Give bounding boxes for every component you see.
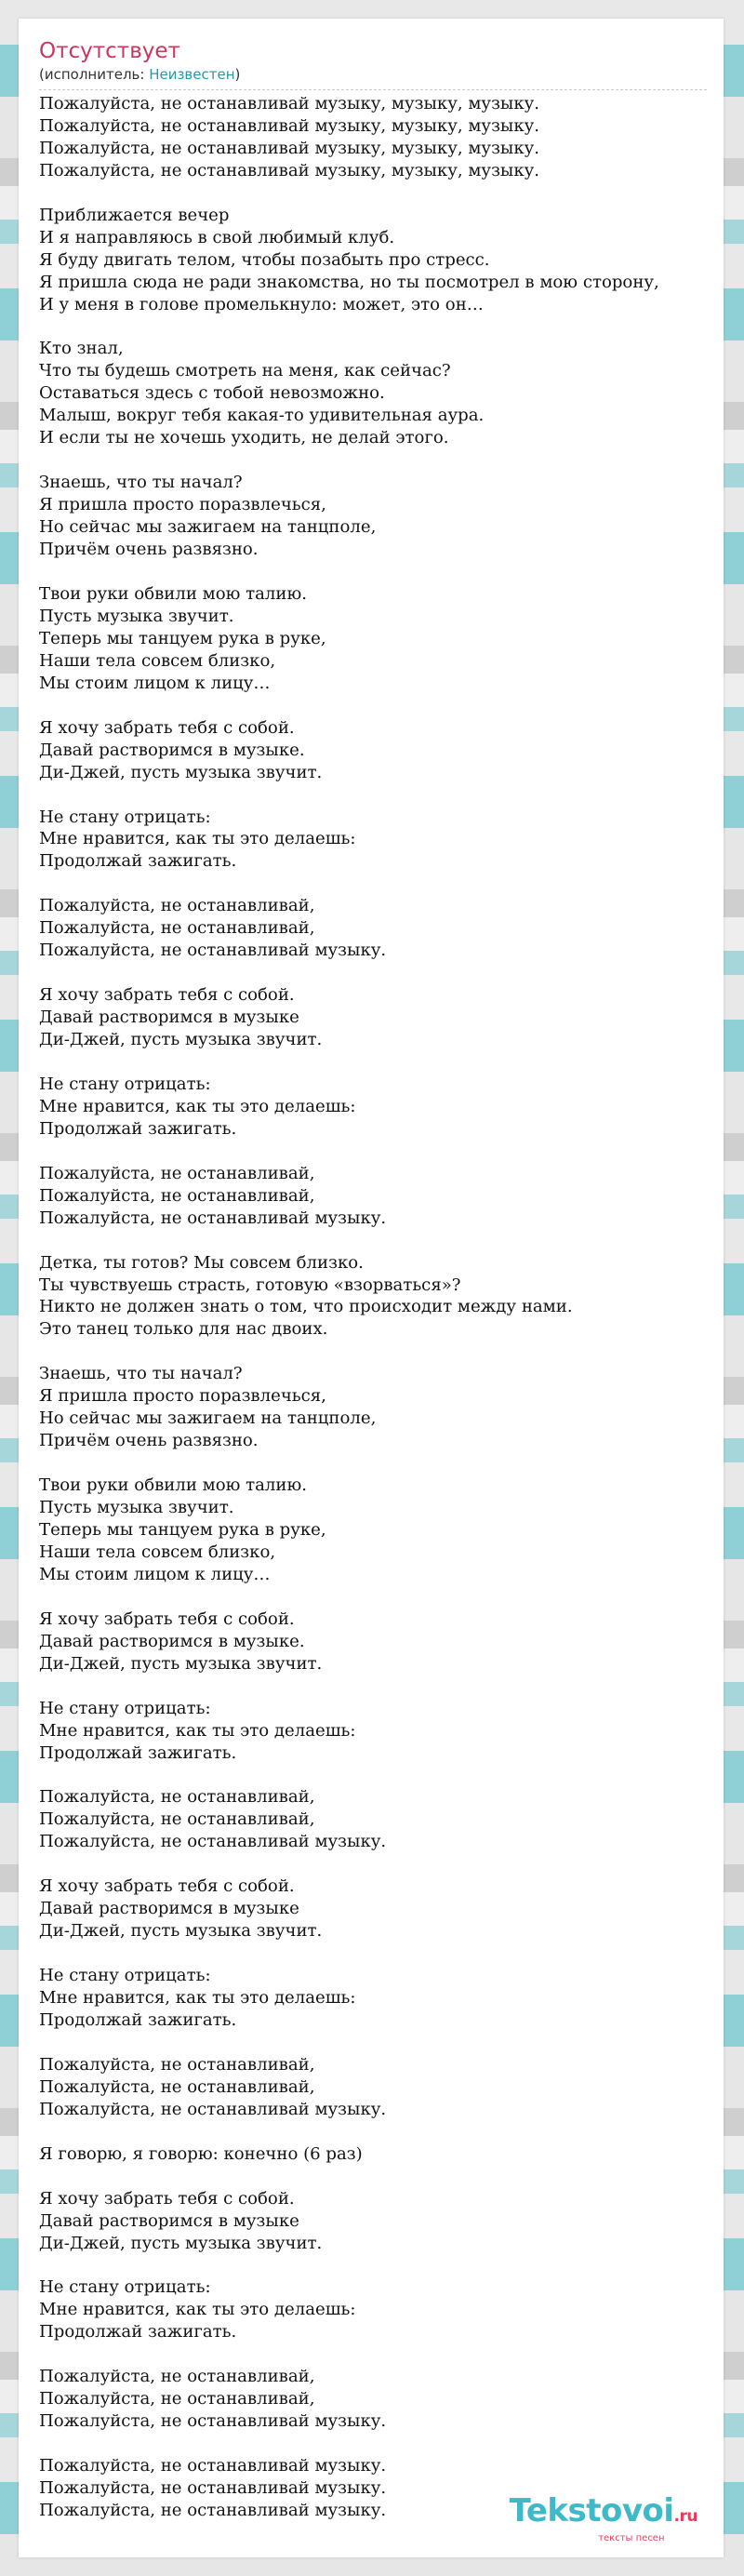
- song-title: Отсутствует: [39, 39, 180, 63]
- song-header: [39, 37, 707, 90]
- artist-link[interactable]: Неизвестен: [149, 66, 235, 83]
- logo-wordmark: [510, 2494, 698, 2533]
- site-logo[interactable]: [510, 2494, 698, 2544]
- artist-line: [39, 65, 707, 84]
- logo-name: Tekstovoi: [509, 2492, 674, 2529]
- lyrics-card: [19, 19, 724, 2557]
- artist-prefix: (исполнитель:: [39, 66, 150, 83]
- lyrics-text: Пожалуйста, не останавливай музыку, музыку, музыку. Пожалуйста, не останавливай музыку, музыку, музыку. Пожалуйста, не останавливай музыку, музыку, музыку. Пожалуйста, не останавливай музыку, музыку, музыку. Приближается вечер И я направляюсь в свой любимый клуб. Я буду двигать телом, чтобы позабыть про стресс. Я пришла сюда не ради знакомства, но ты посмотрел в мою сторону, И у меня в голове промелькнуло: может, это он… Кто знал, Что ты будешь смотреть на меня, как сейчас? Оставаться здесь с тобой невозможно. Малыш, вокруг тебя какая-то удивительная аура. И если ты не хочешь уходить, не делай этого. Знаешь, что ты начал? Я пришла просто поразвлечься, Но сейчас мы зажигаем на танцполе, Причём очень развязно. Твои руки обвили мою талию. Пусть музыка звучит. Теперь мы танцуем рука в руке, Наши тела совсем близко, Мы стоим лицом к лицу… Я хочу забрать тебя с собой. Давай растворимся в музыке. Ди-Джей, пусть музыка звучит. Не стану отрицать: Мне нравится, как ты это делаешь: Продолжай зажигать. Пожалуйста, не останавливай, Пожалуйста, не останавливай, Пожалуйста, не останавливай музыку. Я хочу забрать тебя с собой. Давай растворимся в музыке Ди-Джей, пусть музыка звучит. Не стану отрицать: Мне нравится, как ты это делаешь: Продолжай зажигать. Пожалуйста, не останавливай, Пожалуйста, не останавливай, Пожалуйста, не останавливай музыку. Детка, ты готов? Мы совсем близко. Ты чувствуешь страсть, готовую «взорваться»? Никто не должен знать о том, что происходит между нами. Это танец только для нас двоих. Знаешь, что ты начал? Я пришла просто поразвлечься, Но сейчас мы зажигаем на танцполе, Причём очень развязно. Твои руки обвили мою талию. Пусть музыка звучит. Теперь мы танцуем рука в руке, Наши тела совсем близко, Мы стоим лицом к лицу… Я хочу забрать тебя с собой. Давай растворимся в музыке. Ди-Джей, пусть музыка звучит. Не стану отрицать: Мне нравится, как ты это делаешь: Продолжай зажигать. Пожалуйста, не останавливай, Пожалуйста, не останавливай, Пожалуйста, не останавливай музыку. Я хочу забрать тебя с собой. Давай растворимся в музыке Ди-Джей, пусть музыка звучит. Не стану отрицать: Мне нравится, как ты это делаешь: Продолжай зажигать. Пожалуйста, не останавливай, Пожалуйста, не останавливай, Пожалуйста, не останавливай музыку. Я говорю, я говорю: конечно (6 раз) Я хочу забрать тебя с собой. Давай растворимся в музыке Ди-Джей, пусть музыка звучит. Не стану отрицать: Мне нравится, как ты это делаешь: Продолжай зажигать. Пожалуйста, не останавливай, Пожалуйста, не останавливай, Пожалуйста, не останавливай музыку. Пожалуйста, не останавливай музыку. Пожалуйста, не останавливай музыку. Пожалуйста, не останавливай музыку.: [39, 94, 659, 2520]
- logo-subtitle: тексты песен: [598, 2533, 665, 2543]
- logo-tld: .ru: [673, 2507, 698, 2526]
- artist-suffix: ): [234, 66, 241, 83]
